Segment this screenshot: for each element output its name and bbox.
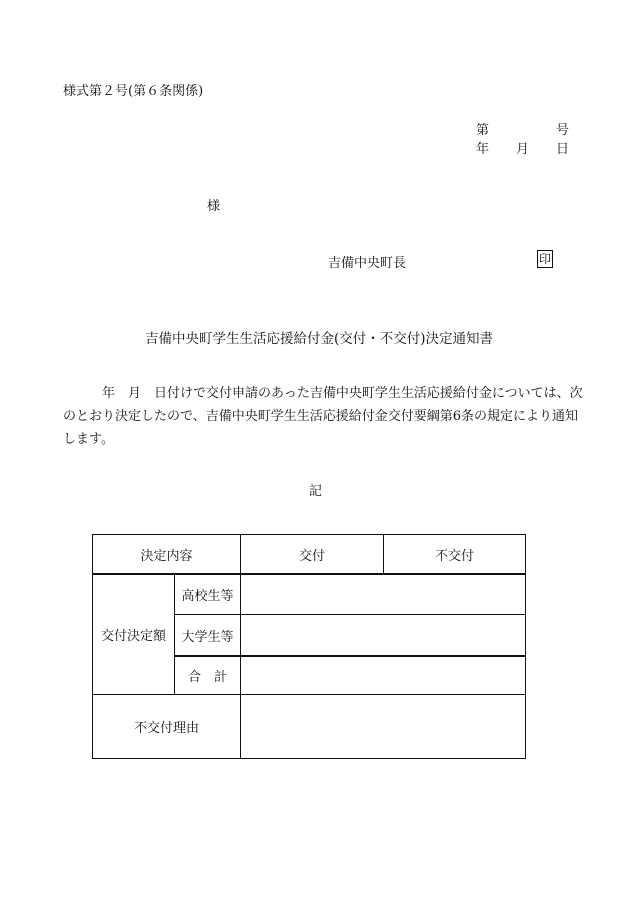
university-label-cell: 大学生等	[181, 629, 234, 645]
nongrant-reason-label-cell: 不交付理由	[133, 721, 199, 736]
date-day-label: 日	[556, 142, 570, 157]
high-school-label-cell: 高校生等	[181, 589, 234, 604]
date-month-label: 月	[516, 142, 530, 157]
addressee-honorific: 様	[207, 199, 221, 214]
table-line	[92, 534, 526, 535]
table-line	[525, 534, 526, 759]
grant-amount-label-cell: 交付決定額	[100, 629, 166, 644]
table-line	[92, 694, 526, 695]
table-line	[174, 574, 175, 695]
total-label-cell: 合 計	[187, 670, 227, 685]
document-number-prefix: 第	[476, 123, 490, 138]
table-line	[92, 758, 526, 759]
table-line	[174, 655, 526, 657]
document-number-suffix: 号	[556, 123, 570, 138]
decision-header-cell: 決定内容	[140, 548, 193, 564]
table-line	[92, 573, 526, 575]
grant-option-cell: 交付	[298, 548, 325, 564]
issuer-title: 吉備中央町長	[328, 256, 407, 271]
body-paragraph: 年 月 日付けで交付申請のあった吉備中央町学生生活応援給付金については、次のとおり決定したので、吉備中央町学生生活応援給付金交付要綱第6条の規定により通知します。	[63, 386, 583, 447]
form-number: 様式第２号(第６条関係)	[63, 84, 204, 99]
table-line	[240, 534, 241, 759]
table-line	[383, 534, 384, 574]
table-line	[92, 534, 93, 759]
seal-mark: 印	[538, 252, 551, 266]
table-line	[174, 614, 526, 615]
document-title: 吉備中央町学生生活応援給付金(交付・不交付)決定通知書	[145, 331, 494, 347]
record-label: 記	[309, 484, 323, 499]
nongrant-option-cell: 不交付	[434, 548, 474, 564]
date-year-label: 年	[476, 142, 490, 157]
